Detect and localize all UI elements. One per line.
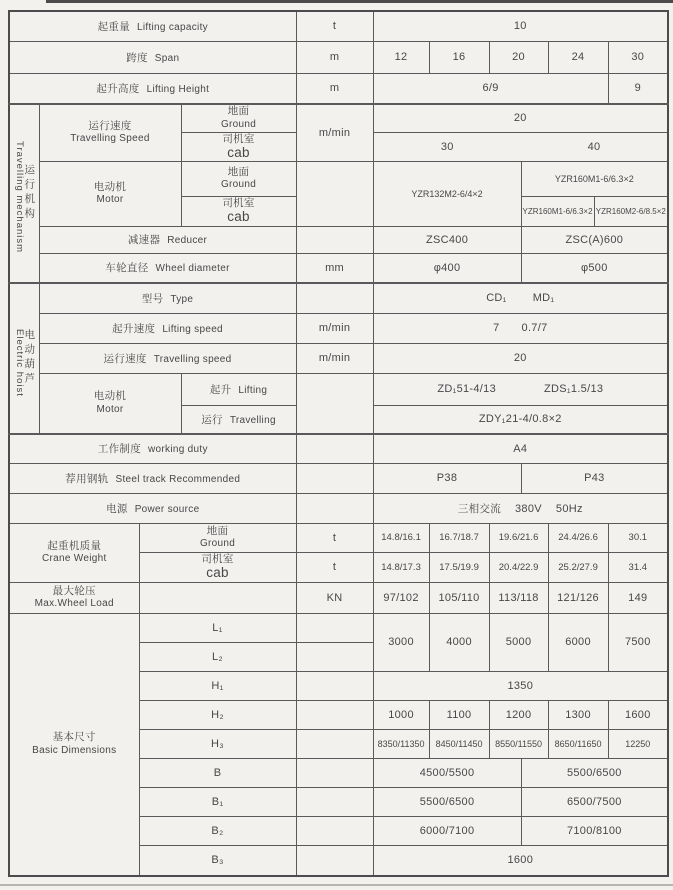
max-wheel-load-16: 105/110 — [429, 582, 489, 613]
section-travelling-mechanism-zh: 运行机构 — [23, 164, 36, 223]
row-steel-track — [9, 463, 668, 493]
travel-speed-cab-sublabel — [181, 132, 296, 161]
hoist-travelling-speed-unit: m/min — [296, 343, 373, 373]
dim-h3-16: 8450/11450 — [429, 729, 489, 758]
max-wheel-load-20: 113/118 — [489, 582, 548, 613]
crane-weight-label-en: Crane Weight — [41, 552, 107, 564]
travel-motor-value-cab-left: YZR160M1-6/6.3×2 — [521, 196, 594, 226]
power-source-unit-empty — [296, 493, 373, 523]
travel-motor-ground-sublabel — [181, 161, 296, 196]
dim-b2-label: B₂ — [139, 816, 296, 845]
row-reducer — [9, 226, 668, 253]
crane-weight-cab-12: 14.8/17.3 — [373, 552, 429, 582]
working-duty-label-zh: 工作制度 — [97, 443, 141, 456]
crane-spec-table — [8, 10, 669, 877]
span-value-12: 12 — [373, 41, 429, 73]
lifting-capacity-label-zh: 起重量 — [97, 20, 130, 33]
power-source-label-zh: 电源 — [106, 502, 128, 515]
cab-zh: 司机室 — [222, 132, 255, 145]
travel-speed-label — [39, 104, 181, 161]
crane-weight-ground-24: 24.4/26.6 — [548, 523, 608, 552]
dim-l2-unit-empty — [296, 642, 373, 671]
span-value-24: 24 — [548, 41, 608, 73]
steel-track-value-right: P43 — [521, 463, 668, 493]
basic-dimensions-label-zh: 基本尺寸 — [52, 731, 96, 744]
hoist-travelling-speed-label — [39, 343, 296, 373]
hoist-type-cd: CD₁ — [486, 292, 507, 305]
hoist-type-label-en: Type — [170, 293, 194, 305]
reducer-label-en: Reducer — [167, 235, 208, 246]
travelling-en: Travelling — [229, 414, 276, 426]
span-value-30: 30 — [608, 41, 668, 73]
hoist-motor-unit-empty — [296, 373, 373, 434]
travelling-zh: 运行 — [201, 413, 223, 426]
crane-weight-ground-12: 14.8/16.1 — [373, 523, 429, 552]
row-hoist-lifting-speed — [9, 313, 668, 343]
power-source-volt: 380V — [515, 502, 542, 515]
lifting-height-value-30: 9 — [608, 73, 668, 104]
row-travel-motor-ground — [9, 161, 668, 196]
row-crane-weight-ground — [9, 523, 668, 552]
ground-zh: 地面 — [227, 105, 250, 118]
wheel-diameter-label-en: Wheel diameter — [155, 263, 230, 275]
row-wheel-diameter — [9, 253, 668, 283]
lifting-zh: 起升 — [209, 383, 232, 396]
crane-weight-cab-unit: t — [296, 552, 373, 582]
max-wheel-load-30: 149 — [608, 582, 668, 613]
row-dim-l1 — [9, 613, 668, 642]
reducer-value-left: ZSC400 — [373, 226, 521, 253]
hoist-type-label-zh: 型号 — [141, 292, 164, 305]
dim-h1-label: H₁ — [139, 671, 296, 700]
span-value-16: 16 — [429, 41, 489, 73]
ground-zh: 地面 — [206, 524, 229, 537]
lifting-capacity-label — [9, 11, 296, 41]
dim-h3-30: 12250 — [608, 729, 668, 758]
travel-motor-value-right-top: YZR160M1-6/6.3×2 — [521, 161, 668, 196]
crane-weight-ground-16: 16.7/18.7 — [429, 523, 489, 552]
working-duty-label-en: working duty — [148, 444, 208, 456]
dim-b2-left: 6000/7100 — [373, 816, 521, 845]
span-label-en: Span — [154, 52, 180, 64]
wheel-diameter-value-right: φ500 — [521, 253, 668, 283]
hoist-motor-label — [39, 373, 181, 434]
dim-l-30: 7500 — [608, 613, 668, 671]
row-hoist-type — [9, 283, 668, 313]
span-unit: m — [296, 41, 373, 73]
dim-b-unit-empty — [296, 758, 373, 787]
dim-h3-24: 8650/11650 — [548, 729, 608, 758]
dim-l-24: 6000 — [548, 613, 608, 671]
row-span — [9, 41, 668, 73]
hoist-lifting-speed-unit: m/min — [296, 313, 373, 343]
travel-speed-cab-value-right: 40 — [521, 132, 668, 161]
crane-weight-unit: t — [296, 523, 373, 552]
crane-weight-label-zh: 起重机质量 — [47, 539, 102, 552]
power-source-freq: 50Hz — [555, 502, 583, 515]
travel-motor-label — [39, 161, 181, 226]
reducer-label — [39, 226, 296, 253]
dim-b1-right: 6500/7500 — [521, 787, 668, 816]
span-label-zh: 跨度 — [126, 51, 148, 64]
travel-motor-value-cab-right: YZR160M2-6/8.5×2 — [594, 196, 668, 226]
power-source-value — [373, 493, 668, 523]
ground-en: Ground — [220, 118, 257, 130]
section-electric-hoist-en: Electric hoist — [13, 328, 25, 397]
dim-l1-unit-empty — [296, 613, 373, 642]
dim-b2-unit-empty — [296, 816, 373, 845]
hoist-travelling-speed-value: 20 — [373, 343, 668, 373]
dim-b1-unit-empty — [296, 787, 373, 816]
crane-weight-cab-16: 17.5/19.9 — [429, 552, 489, 582]
section-electric-hoist — [9, 283, 39, 434]
travel-motor-unit-empty — [296, 161, 373, 226]
hoist-lifting-speed-label — [39, 313, 296, 343]
row-hoist-motor-lifting — [9, 373, 668, 405]
cab-en: cab — [206, 565, 229, 581]
travel-speed-ground-value: 20 — [373, 104, 668, 132]
hoist-motor-zds: ZDS₁1.5/13 — [544, 383, 604, 395]
lifting-height-unit: m — [296, 73, 373, 104]
travel-speed-unit: m/min — [296, 104, 373, 161]
dim-h3-20: 8550/11550 — [489, 729, 548, 758]
dim-b1-label: B₁ — [139, 787, 296, 816]
row-lifting-height — [9, 73, 668, 104]
crane-weight-ground-20: 19.6/21.6 — [489, 523, 548, 552]
travel-motor-label-zh: 电动机 — [93, 180, 127, 193]
hoist-motor-zd: ZD₁51-4/13 — [437, 383, 496, 395]
dim-h2-label: H₂ — [139, 700, 296, 729]
hoist-lifting-speed-label-zh: 起升速度 — [112, 322, 156, 335]
crane-weight-ground-30: 30.1 — [608, 523, 668, 552]
lifting-height-label — [9, 73, 296, 104]
steel-track-label — [9, 463, 296, 493]
cab-en: cab — [227, 209, 250, 225]
dim-h1-value: 1350 — [373, 671, 668, 700]
dim-l1-label: L₁ — [139, 613, 296, 642]
travel-motor-label-en: Motor — [96, 193, 124, 205]
dim-h2-12: 1000 — [373, 700, 429, 729]
hoist-motor-lifting-sublabel — [181, 373, 296, 405]
dim-l-20: 5000 — [489, 613, 548, 671]
travel-speed-ground-sublabel — [181, 104, 296, 132]
hoist-type-label — [39, 283, 296, 313]
max-wheel-load-sublabel-empty — [139, 582, 296, 613]
dim-h1-unit-empty — [296, 671, 373, 700]
lifting-capacity-value: 10 — [373, 11, 668, 41]
wheel-diameter-value-left: φ400 — [373, 253, 521, 283]
max-wheel-load-label — [9, 582, 139, 613]
lifting-capacity-unit: t — [296, 11, 373, 41]
power-source-phase: 三相交流 — [457, 502, 502, 515]
dim-b-label: B — [139, 758, 296, 787]
ground-en: Ground — [199, 537, 236, 549]
hoist-lifting-speed-label-en: Lifting speed — [162, 323, 223, 335]
crane-weight-cab-sublabel — [139, 552, 296, 582]
crane-weight-cab-30: 31.4 — [608, 552, 668, 582]
travel-motor-value-main: YZR132M2-6/4×2 — [373, 161, 521, 226]
scan-artifact-top — [46, 0, 673, 3]
dim-l-12: 3000 — [373, 613, 429, 671]
steel-track-value-left: P38 — [373, 463, 521, 493]
crane-weight-label — [9, 523, 139, 582]
cab-zh: 司机室 — [222, 197, 255, 210]
working-duty-unit-empty — [296, 434, 373, 463]
hoist-travelling-speed-label-zh: 运行速度 — [103, 352, 147, 365]
row-working-duty — [9, 434, 668, 463]
max-wheel-load-unit: KN — [296, 582, 373, 613]
dim-b-left: 4500/5500 — [373, 758, 521, 787]
dim-b3-label: B₃ — [139, 845, 296, 876]
dim-h3-12: 8350/11350 — [373, 729, 429, 758]
hoist-lifting-speed-value — [373, 313, 668, 343]
power-source-label — [9, 493, 296, 523]
max-wheel-load-label-zh: 最大轮压 — [52, 584, 96, 597]
row-max-wheel-load — [9, 582, 668, 613]
reducer-label-zh: 减速器 — [127, 234, 161, 246]
dim-h3-unit-empty — [296, 729, 373, 758]
reducer-unit-empty — [296, 226, 373, 253]
dim-h2-16: 1100 — [429, 700, 489, 729]
max-wheel-load-24: 121/126 — [548, 582, 608, 613]
dim-b3-unit-empty — [296, 845, 373, 876]
ground-en: Ground — [220, 178, 257, 190]
reducer-value-right: ZSC(A)600 — [521, 226, 668, 253]
dim-h3-label: H₃ — [139, 729, 296, 758]
ground-zh: 地面 — [227, 165, 250, 178]
section-travelling-mechanism — [9, 104, 39, 283]
dim-b2-right: 7100/8100 — [521, 816, 668, 845]
span-label — [9, 41, 296, 73]
hoist-motor-label-zh: 电动机 — [93, 390, 127, 403]
power-source-label-en: Power source — [134, 503, 200, 515]
cab-zh: 司机室 — [201, 553, 234, 566]
working-duty-label — [9, 434, 296, 463]
hoist-motor-travelling-sublabel — [181, 405, 296, 434]
crane-weight-cab-24: 25.2/27.9 — [548, 552, 608, 582]
dim-l2-label: L₂ — [139, 642, 296, 671]
hoist-motor-lifting-value — [373, 373, 668, 405]
section-electric-hoist-zh: 电动葫芦 — [23, 329, 36, 388]
hoist-travelling-speed-label-en: Travelling speed — [153, 353, 232, 365]
wheel-diameter-label — [39, 253, 296, 283]
dim-h2-30: 1600 — [608, 700, 668, 729]
wheel-diameter-unit: mm — [296, 253, 373, 283]
row-travel-speed-ground — [9, 104, 668, 132]
lifting-height-label-zh: 起升高度 — [96, 82, 140, 95]
lifting-height-value-main: 6/9 — [373, 73, 608, 104]
dim-h2-24: 1300 — [548, 700, 608, 729]
steel-track-unit-empty — [296, 463, 373, 493]
steel-track-label-zh: 荐用钢轨 — [65, 472, 109, 485]
max-wheel-load-label-en: Max.Wheel Load — [34, 597, 114, 609]
hoist-motor-travelling-value: ZDY₁21-4/0.8×2 — [373, 405, 668, 434]
travel-motor-cab-sublabel — [181, 196, 296, 226]
hoist-type-unit-empty — [296, 283, 373, 313]
hoist-lifting-speed-md: 0.7/7 — [521, 322, 548, 334]
dim-l-16: 4000 — [429, 613, 489, 671]
crane-weight-ground-sublabel — [139, 523, 296, 552]
dim-h2-20: 1200 — [489, 700, 548, 729]
crane-weight-cab-20: 20.4/22.9 — [489, 552, 548, 582]
row-lifting-capacity — [9, 11, 668, 41]
row-power-source — [9, 493, 668, 523]
steel-track-label-en: Steel track Recommended — [115, 473, 241, 485]
row-hoist-travelling-speed — [9, 343, 668, 373]
scan-artifact-bottom — [0, 884, 673, 886]
hoist-type-md: MD₁ — [532, 292, 555, 305]
wheel-diameter-label-zh: 车轮直径 — [105, 262, 149, 275]
hoist-motor-label-en: Motor — [96, 403, 124, 415]
span-value-20: 20 — [489, 41, 548, 73]
cab-en: cab — [227, 144, 250, 160]
travel-speed-cab-value-left: 30 — [373, 132, 521, 161]
travel-speed-label-zh: 运行速度 — [88, 119, 132, 132]
dim-b3-value: 1600 — [373, 845, 668, 876]
basic-dimensions-label-en: Basic Dimensions — [32, 744, 117, 756]
lifting-en: Lifting — [238, 384, 268, 396]
max-wheel-load-12: 97/102 — [373, 582, 429, 613]
lifting-height-label-en: Lifting Height — [146, 83, 210, 95]
dim-b-right: 5500/6500 — [521, 758, 668, 787]
travel-speed-label-en: Travelling Speed — [70, 133, 150, 145]
hoist-lifting-speed-cd: 7 — [493, 322, 500, 334]
section-travelling-mechanism-en: Travelling mechanism — [13, 141, 25, 254]
hoist-type-value — [373, 283, 668, 313]
dim-h2-unit-empty — [296, 700, 373, 729]
basic-dimensions-label — [9, 613, 139, 876]
lifting-capacity-label-en: Lifting capacity — [137, 21, 208, 33]
working-duty-value: A4 — [373, 434, 668, 463]
dim-b1-left: 5500/6500 — [373, 787, 521, 816]
